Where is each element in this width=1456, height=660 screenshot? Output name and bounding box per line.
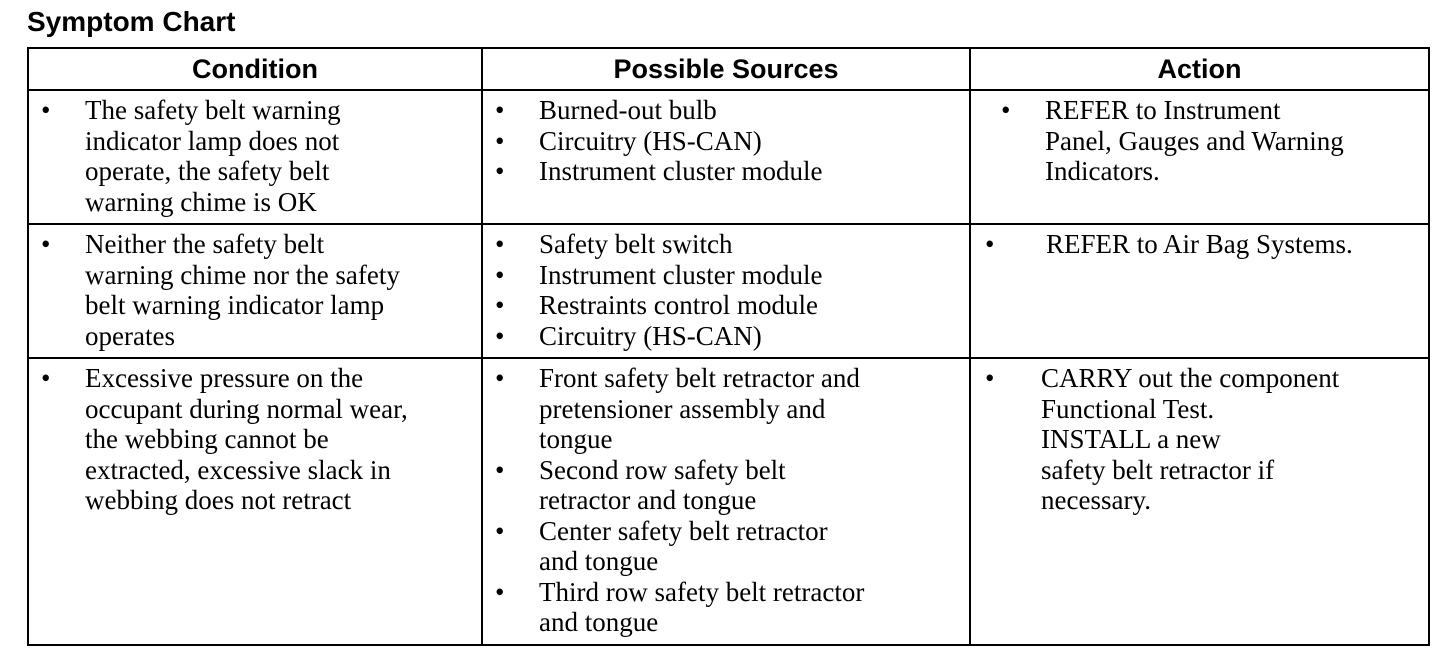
bullet-icon: • [495,454,505,485]
action-cell [970,90,1429,224]
sources-list [483,225,969,357]
list-item [483,229,969,260]
source-text: Center safety belt retractor and tongue [539,515,828,576]
list-item [483,290,969,321]
action-list [971,91,1428,193]
condition-list [29,359,481,522]
bullet-icon: • [495,290,505,320]
source-text: Burned-out bulb [539,95,717,125]
source-text: Circuitry (HS-CAN) [539,320,762,351]
bullet-icon: • [495,320,505,351]
bullet-icon: • [41,363,51,393]
bullet-icon: • [495,515,505,546]
list-item [29,95,481,217]
source-text: Front safety belt retractor and pretensioner assembly and tongue [539,363,860,454]
source-text: Safety belt switch [539,229,733,259]
bullet-icon: • [41,229,51,259]
header-action: Action [970,48,1429,90]
symptom-table [27,47,1430,646]
action-text: REFER to Air Bag Systems. [1046,229,1353,259]
list-item [971,229,1428,260]
list-item [483,516,969,577]
list-item [483,363,969,455]
action-text: REFER to Instrument Panel, Gauges and Warning Indicators. [1045,95,1344,186]
bullet-icon: • [985,229,995,259]
header-possible-sources: Possible Sources [482,48,970,90]
condition-cell [28,358,482,645]
source-text: Third row safety belt retractor and tongue [539,576,865,637]
list-item [29,229,481,351]
bullet-icon: • [41,95,51,125]
sources-cell [482,90,970,224]
list-item [483,455,969,516]
bullet-icon: • [495,363,505,393]
table-header-row [28,48,1429,90]
bullet-icon: • [985,363,995,393]
condition-text: Excessive pressure on the occupant during normal wear, the webbing cannot be extracted, excessive slack in webbing does not retract [85,363,408,515]
list-item [483,260,969,291]
condition-list [29,225,481,357]
list-item [29,363,481,516]
sources-list [483,91,969,193]
list-item [483,156,969,187]
source-text: Restraints control module [539,290,818,320]
source-text: Second row safety belt retractor and tongue [539,454,786,515]
action-list [971,359,1428,522]
table-row [28,224,1429,358]
list-item [483,95,969,126]
action-text: CARRY out the component Functional Test. INSTALL a new safety belt retractor if necessary. [1041,363,1340,515]
list-item [971,95,1428,187]
header-condition: Condition [28,48,482,90]
source-text: Instrument cluster module [539,156,823,186]
condition-cell [28,90,482,224]
bullet-icon: • [495,259,505,290]
list-item [483,126,969,157]
bullet-icon: • [1001,95,1011,125]
page-title: Symptom Chart [27,6,236,37]
sources-cell [482,224,970,358]
condition-text: Neither the safety belt warning chime nor the safety belt warning indicator lamp operates [85,229,400,351]
bullet-icon: • [495,229,505,259]
list-item [483,321,969,352]
source-text: Instrument cluster module [539,259,823,290]
condition-list [29,91,481,223]
sources-cell [482,358,970,645]
bullet-icon: • [495,576,505,607]
bullet-icon: • [495,156,505,186]
action-cell [970,224,1429,358]
condition-text: The safety belt warning indicator lamp does not operate, the safety belt warning chime is OK [85,95,341,217]
list-item [483,577,969,638]
action-cell [970,358,1429,645]
sources-list [483,359,969,644]
source-text: Circuitry (HS-CAN) [539,125,762,156]
bullet-icon: • [495,125,505,156]
table-row [28,358,1429,645]
condition-cell [28,224,482,358]
action-list [971,225,1428,266]
table-row [28,90,1429,224]
list-item [971,363,1428,516]
bullet-icon: • [495,95,505,125]
